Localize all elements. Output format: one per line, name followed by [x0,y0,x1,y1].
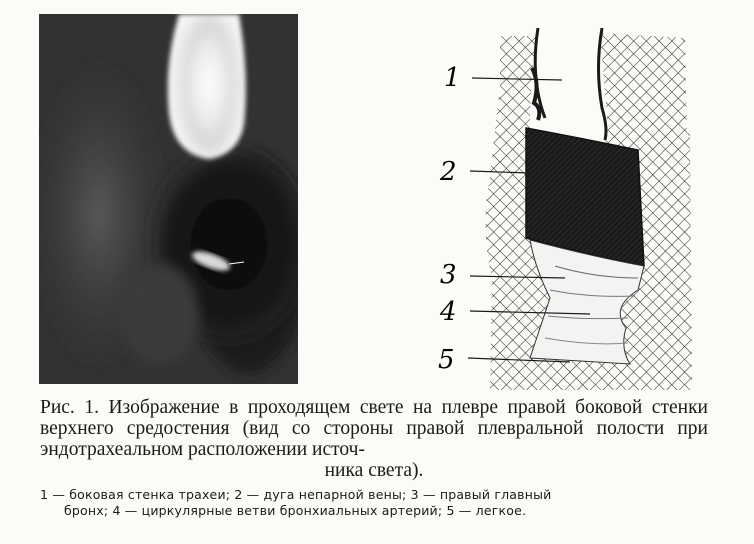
caption-main: Рис. 1. Изображение в проходящем свете на плевре правой боковой стенки верхнего средостения (вид со стороны правой плевральной полости при эндотрахеальном расположении источ- [40,397,708,460]
label-2: 2 [440,157,457,187]
legend-line-2: бронх; 4 — циркулярные ветви бронхиальных артерий; 5 — легкое. [64,503,527,518]
schematic-drawing [430,28,700,390]
label-1: 1 [444,63,461,93]
label-5: 5 [438,345,455,375]
caption-tail: ника света). [324,460,424,481]
photo-image [39,14,298,384]
figure-legend [40,487,708,519]
legend-line-1: 1 — боковая стенка трахеи; 2 — дуга непарной вены; 3 — правый главный [40,487,552,502]
schematic-image [430,28,700,390]
label-4: 4 [440,297,457,327]
transillumination-photo [39,14,298,384]
label-3: 3 [440,260,457,290]
figure-caption [40,397,708,481]
